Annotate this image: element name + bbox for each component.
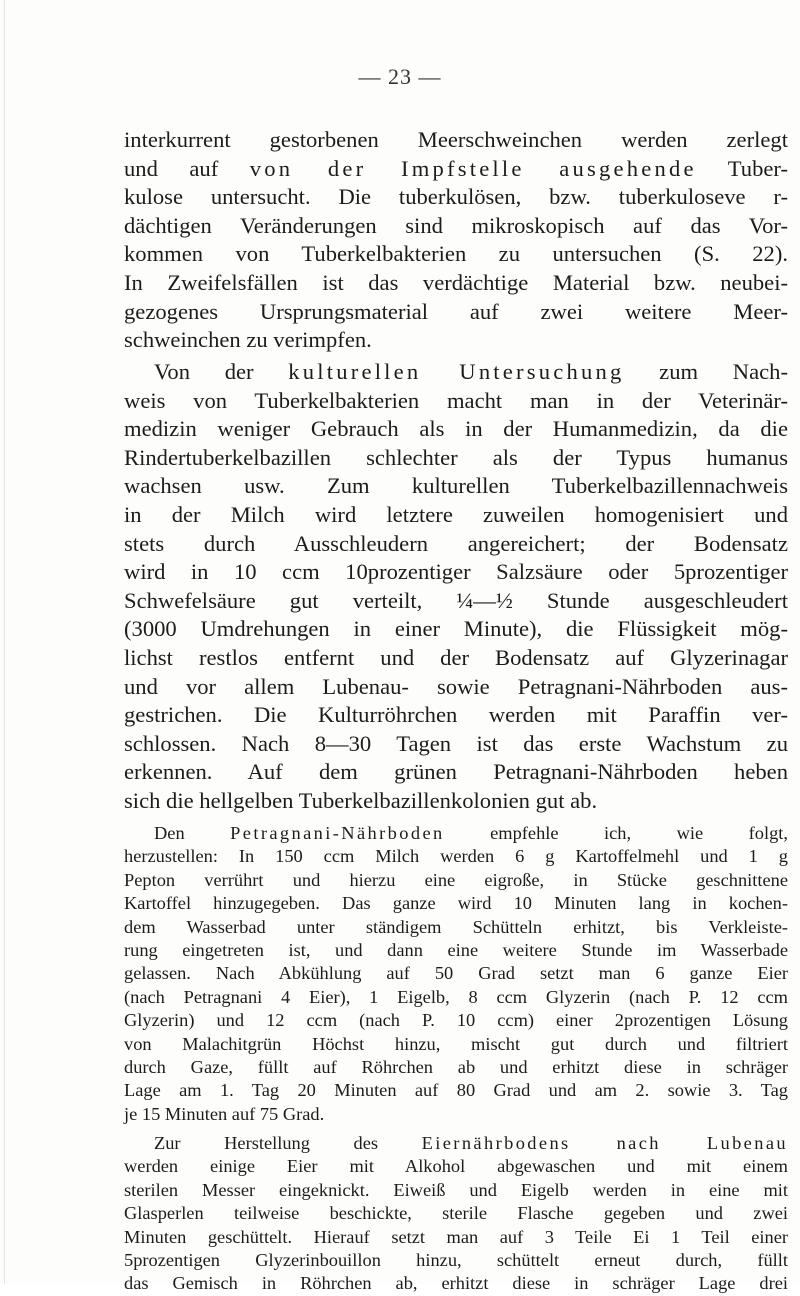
text-line: Kartoffel hinzugegeben. Das ganze wird 10 Minuten lang in kochen- xyxy=(124,893,788,914)
text-line: Pepton verrührt und hierzu eine eigroße, in Stücke geschnittene xyxy=(124,869,788,890)
emphasized-text: von der Impfstelle ausgehende xyxy=(249,155,697,181)
text-line: schweinchen zu verimpfen. xyxy=(124,327,372,353)
paragraph-eiernaehrboden-lubenau xyxy=(124,1132,788,1296)
text-line: werden einige Eier mit Alkohol abgewaschen und mit einem xyxy=(124,1156,788,1177)
text-line: wachsen usw. Zum kulturellen Tuberkelbazillennachweis xyxy=(124,473,788,499)
text-line: lichst restlos entfernt und der Bodensatz auf Glyzerinagar xyxy=(124,644,788,670)
text-line: Zur Herstellung des Eiernährbodens nach Lubenau xyxy=(154,1133,788,1153)
emphasized-text: Petragnani-Nährboden xyxy=(230,823,445,843)
text-line: Schwefelsäure gut verteilt, ¼—½ Stunde ausgeschleudert xyxy=(124,587,788,613)
paragraph-impfstelle xyxy=(124,126,788,355)
text-line: Den Petragnani-Nährboden empfehle ich, wie folgt, xyxy=(154,823,788,843)
text-line: sich die hellgelben Tuberkelbazillenkolonien gut ab. xyxy=(124,787,598,813)
emphasized-text: Eiernährbodens nach Lubenau xyxy=(421,1133,788,1153)
text-line: 5prozentigen Glyzerinbouillon hinzu, schüttelt erneut durch, füllt xyxy=(124,1250,788,1271)
text-line: Glyzerin) und 12 ccm (nach P. 10 ccm) einer 2prozentigen Lösung xyxy=(124,1010,788,1031)
text-line: gezogenes Ursprungsmaterial auf zwei weitere Meer- xyxy=(124,298,788,324)
text-line: herzustellen: In 150 ccm Milch werden 6 g Kartoffelmehl und 1 g xyxy=(124,846,788,867)
text-line: dem Wasserbad unter ständigem Schütteln erhitzt, bis Verkleiste- xyxy=(124,916,788,937)
text-line: gelassen. Nach Abkühlung auf 50 Grad setzt man 6 ganze Eier xyxy=(124,963,788,984)
text-line: interkurrent gestorbenen Meerschweinchen werden zerlegt xyxy=(124,127,788,152)
text-line: von Malachitgrün Höchst hinzu, mischt gut durch und filtriert xyxy=(124,1033,788,1054)
text-line: und vor allem Lubenau- sowie Petragnani-Nährboden aus- xyxy=(124,673,788,699)
text-line: und auf von der Impfstelle ausgehende Tuber- xyxy=(124,155,788,181)
text-line: je 15 Minuten auf 75 Grad. xyxy=(124,1103,325,1124)
text-line: sterilen Messer eingeknickt. Eiweiß und Eigelb werden in eine mit xyxy=(124,1179,788,1200)
text-line: Von der kulturellen Untersuchung zum Nach- xyxy=(154,359,788,384)
paragraph-kulturelle-untersuchung xyxy=(124,358,788,816)
text-line: rung eingetreten ist, und dann eine weitere Stunde im Wasserbade xyxy=(124,940,788,961)
text-line: Lage am 1. Tag 20 Minuten auf 80 Grad und am 2. sowie 3. Tag xyxy=(124,1080,788,1101)
page-edge-shadow xyxy=(4,0,5,1284)
text-line: Rindertuberkelbazillen schlechter als der Typus humanus xyxy=(124,444,788,470)
paragraph-petragnani-naehrboden xyxy=(124,822,788,1126)
text-line: in der Milch wird letztere zuweilen homogenisiert und xyxy=(124,501,788,527)
text-line: erkennen. Auf dem grünen Petragnani-Nährboden heben xyxy=(124,759,788,785)
page-number: — 23 — xyxy=(358,64,442,89)
text-line: dächtigen Veränderungen sind mikroskopisch auf das Vor- xyxy=(124,212,788,238)
text-line: durch Gaze, füllt auf Röhrchen ab und erhitzt diese in schräger xyxy=(124,1057,788,1078)
text-line: schlossen. Nach 8—30 Tagen ist das erste Wachstum zu xyxy=(124,730,788,756)
text-line: weis von Tuberkelbakterien macht man in der Veterinär- xyxy=(124,387,788,413)
text-line: kommen von Tuberkelbakterien zu untersuchen (S. 22). xyxy=(124,241,788,267)
text-line: medizin weniger Gebrauch als in der Humanmedizin, da die xyxy=(124,416,788,442)
text-line: stets durch Ausschleudern angereichert; der Bodensatz xyxy=(124,530,788,556)
text-line: kulose untersucht. Die tuberkulösen, bzw. tuberkuloseve r- xyxy=(124,184,788,210)
text-line: Glasperlen teilweise beschickte, sterile Flasche gegeben und zwei xyxy=(124,1203,788,1224)
text-line: In Zweifelsfällen ist das verdächtige Material bzw. neubei- xyxy=(124,269,788,295)
text-line: gestrichen. Die Kulturröhrchen werden mit Paraffin ver- xyxy=(124,702,788,728)
text-line: (nach Petragnani 4 Eier), 1 Eigelb, 8 ccm Glyzerin (nach P. 12 ccm xyxy=(124,986,788,1007)
emphasized-text: kulturellen Untersuchung xyxy=(288,359,625,384)
text-line: Minuten geschüttelt. Hierauf setzt man auf 3 Teile Ei 1 Teil einer xyxy=(124,1226,788,1247)
text-line: (3000 Umdrehungen in einer Minute), die Flüssigkeit mög- xyxy=(124,616,788,642)
text-line: wird in 10 ccm 10prozentiger Salzsäure oder 5prozentiger xyxy=(124,559,788,585)
text-line: das Gemisch in Röhrchen ab, erhitzt diese in schräger Lage drei xyxy=(124,1273,788,1294)
